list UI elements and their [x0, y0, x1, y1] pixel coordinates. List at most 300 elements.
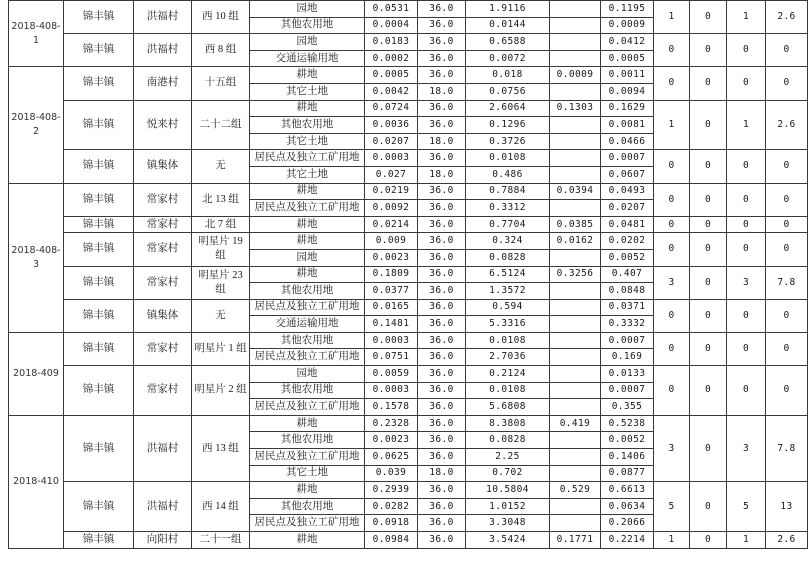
cell-amount: 1.3572 [466, 283, 550, 300]
cell-unit-price: 36.0 [418, 515, 466, 532]
cell-amount: 0.0108 [466, 332, 550, 349]
cell-tax: 0.3256 [550, 266, 601, 283]
cell-tax [550, 1, 601, 18]
cell-unit-price: 36.0 [418, 299, 466, 316]
cell-amount: 0.324 [466, 233, 550, 250]
cell-amount: 0.6588 [466, 34, 550, 51]
cell-tax [550, 117, 601, 134]
cell-households: 0 [654, 366, 690, 416]
cell-area: 0.2939 [365, 482, 418, 499]
cell-land-type: 园地 [250, 1, 365, 18]
cell-people: 1 [727, 532, 766, 549]
cell-group: 明星片 1 组 [192, 332, 250, 365]
cell-land-type: 耕地 [250, 266, 365, 283]
cell-unit-price: 18.0 [418, 465, 466, 482]
cell-households: 0 [654, 67, 690, 100]
table-row [9, 332, 808, 349]
cell-unit-price: 36.0 [418, 50, 466, 67]
table-row [9, 266, 808, 283]
cell-group: 西 8 组 [192, 34, 250, 67]
cell-fee: 0.0007 [601, 332, 654, 349]
cell-people: 0 [727, 150, 766, 183]
cell-tax [550, 34, 601, 51]
cell-land-type: 耕地 [250, 216, 365, 233]
cell-town: 锦丰镇 [64, 366, 134, 416]
cell-land-type: 耕地 [250, 183, 365, 200]
cell-village: 洪福村 [134, 34, 192, 67]
cell-amount: 2.6064 [466, 100, 550, 117]
cell-area: 0.0036 [365, 117, 418, 134]
cell-town: 锦丰镇 [64, 299, 134, 332]
cell-town: 锦丰镇 [64, 532, 134, 549]
cell-fee: 0.2214 [601, 532, 654, 549]
cell-group: 二十二组 [192, 100, 250, 150]
cell-c11: 0 [690, 1, 727, 34]
cell-amount: 0.7884 [466, 183, 550, 200]
cell-group: 明星片 19 组 [192, 233, 250, 266]
cell-tax [550, 399, 601, 416]
cell-area: 0.009 [365, 233, 418, 250]
cell-amount: 0.018 [466, 67, 550, 84]
cell-group: 十五组 [192, 67, 250, 100]
cell-households: 1 [654, 532, 690, 549]
cell-c13: 7.8 [766, 266, 808, 299]
cell-people: 0 [727, 34, 766, 67]
cell-fee: 0.0007 [601, 382, 654, 399]
cell-area: 0.2328 [365, 415, 418, 432]
cell-area: 0.0005 [365, 67, 418, 84]
cell-c13: 0 [766, 67, 808, 100]
cell-unit-price: 36.0 [418, 183, 466, 200]
cell-area: 0.1481 [365, 316, 418, 333]
cell-village: 洪福村 [134, 482, 192, 532]
cell-amount: 0.0108 [466, 382, 550, 399]
cell-tax [550, 316, 601, 333]
cell-amount: 5.3316 [466, 316, 550, 333]
cell-area: 0.0219 [365, 183, 418, 200]
cell-amount: 3.5424 [466, 532, 550, 549]
cell-unit-price: 36.0 [418, 150, 466, 167]
cell-tax [550, 349, 601, 366]
cell-c13: 0 [766, 216, 808, 233]
table-row [9, 183, 808, 200]
table-row [9, 34, 808, 51]
cell-amount: 10.5804 [466, 482, 550, 499]
cell-project-id: 2018-408-1 [9, 1, 64, 67]
cell-tax [550, 366, 601, 383]
cell-amount: 0.0108 [466, 150, 550, 167]
cell-amount: 0.702 [466, 465, 550, 482]
cell-amount: 0.594 [466, 299, 550, 316]
cell-area: 0.0984 [365, 532, 418, 549]
cell-amount: 2.7036 [466, 349, 550, 366]
cell-land-type: 其它土地 [250, 133, 365, 150]
cell-households: 3 [654, 266, 690, 299]
cell-people: 1 [727, 1, 766, 34]
cell-group: 西 14 组 [192, 482, 250, 532]
cell-tax: 0.529 [550, 482, 601, 499]
cell-town: 锦丰镇 [64, 482, 134, 532]
table-row [9, 67, 808, 84]
cell-area: 0.0003 [365, 382, 418, 399]
cell-town: 锦丰镇 [64, 1, 134, 34]
cell-unit-price: 36.0 [418, 415, 466, 432]
cell-c11: 0 [690, 67, 727, 100]
cell-amount: 0.7704 [466, 216, 550, 233]
cell-land-type: 其他农用地 [250, 382, 365, 399]
cell-amount: 0.486 [466, 166, 550, 183]
cell-tax [550, 150, 601, 167]
cell-fee: 0.169 [601, 349, 654, 366]
cell-fee: 0.1195 [601, 1, 654, 18]
table-row [9, 415, 808, 432]
cell-tax: 0.1303 [550, 100, 601, 117]
cell-village: 常家村 [134, 216, 192, 233]
cell-households: 1 [654, 100, 690, 150]
cell-group: 无 [192, 150, 250, 183]
cell-fee: 0.407 [601, 266, 654, 283]
cell-c11: 0 [690, 266, 727, 299]
cell-households: 0 [654, 150, 690, 183]
cell-land-type: 居民点及独立工矿用地 [250, 515, 365, 532]
cell-tax: 0.419 [550, 415, 601, 432]
cell-c11: 0 [690, 183, 727, 216]
cell-land-type: 居民点及独立工矿用地 [250, 200, 365, 217]
cell-amount: 0.0144 [466, 17, 550, 34]
cell-area: 0.0092 [365, 200, 418, 217]
cell-land-type: 居民点及独立工矿用地 [250, 150, 365, 167]
cell-fee: 0.0005 [601, 50, 654, 67]
cell-land-type: 居民点及独立工矿用地 [250, 449, 365, 466]
cell-land-type: 其他农用地 [250, 498, 365, 515]
cell-amount: 0.0072 [466, 50, 550, 67]
cell-fee: 0.0607 [601, 166, 654, 183]
cell-amount: 0.2124 [466, 366, 550, 383]
cell-c13: 0 [766, 150, 808, 183]
cell-amount: 8.3808 [466, 415, 550, 432]
cell-tax [550, 249, 601, 266]
cell-fee: 0.0202 [601, 233, 654, 250]
cell-unit-price: 36.0 [418, 432, 466, 449]
cell-unit-price: 36.0 [418, 249, 466, 266]
cell-fee: 0.0081 [601, 117, 654, 134]
cell-project-id: 2018-408-3 [9, 183, 64, 332]
cell-unit-price: 36.0 [418, 332, 466, 349]
cell-tax [550, 332, 601, 349]
cell-c13: 0 [766, 299, 808, 332]
table-row [9, 1, 808, 18]
cell-c11: 0 [690, 532, 727, 549]
cell-tax: 0.1771 [550, 532, 601, 549]
cell-c11: 0 [690, 150, 727, 183]
cell-unit-price: 36.0 [418, 316, 466, 333]
cell-land-type: 园地 [250, 366, 365, 383]
cell-land-type: 其他农用地 [250, 432, 365, 449]
cell-tax [550, 283, 601, 300]
cell-people: 0 [727, 299, 766, 332]
cell-unit-price: 36.0 [418, 449, 466, 466]
cell-area: 0.0751 [365, 349, 418, 366]
cell-area: 0.0531 [365, 1, 418, 18]
cell-land-type: 耕地 [250, 100, 365, 117]
land-compensation-sheet [8, 0, 796, 574]
cell-unit-price: 36.0 [418, 34, 466, 51]
cell-households: 0 [654, 183, 690, 216]
table-row [9, 482, 808, 499]
cell-land-type: 其他农用地 [250, 283, 365, 300]
land-table [8, 0, 808, 549]
cell-village: 常家村 [134, 366, 192, 416]
cell-c11: 0 [690, 100, 727, 150]
cell-c11: 0 [690, 415, 727, 481]
cell-fee: 0.0466 [601, 133, 654, 150]
cell-group: 明星片 2 组 [192, 366, 250, 416]
cell-unit-price: 36.0 [418, 266, 466, 283]
cell-c11: 0 [690, 332, 727, 365]
cell-unit-price: 36.0 [418, 100, 466, 117]
cell-c13: 2.6 [766, 532, 808, 549]
cell-town: 锦丰镇 [64, 233, 134, 266]
cell-area: 0.0023 [365, 432, 418, 449]
cell-fee: 0.0412 [601, 34, 654, 51]
cell-unit-price: 36.0 [418, 67, 466, 84]
cell-town: 锦丰镇 [64, 100, 134, 150]
cell-households: 0 [654, 299, 690, 332]
cell-people: 3 [727, 415, 766, 481]
cell-c13: 0 [766, 366, 808, 416]
cell-people: 0 [727, 332, 766, 365]
cell-fee: 0.0133 [601, 366, 654, 383]
cell-land-type: 交通运输用地 [250, 50, 365, 67]
cell-town: 锦丰镇 [64, 150, 134, 183]
cell-group: 无 [192, 299, 250, 332]
cell-fee: 0.0011 [601, 67, 654, 84]
cell-area: 0.0023 [365, 249, 418, 266]
cell-unit-price: 36.0 [418, 216, 466, 233]
cell-people: 0 [727, 366, 766, 416]
cell-fee: 0.0207 [601, 200, 654, 217]
cell-people: 0 [727, 216, 766, 233]
cell-fee: 0.0007 [601, 150, 654, 167]
cell-tax [550, 133, 601, 150]
cell-area: 0.0207 [365, 133, 418, 150]
cell-tax [550, 515, 601, 532]
cell-c13: 2.6 [766, 1, 808, 34]
cell-fee: 0.6613 [601, 482, 654, 499]
cell-group: 北 7 组 [192, 216, 250, 233]
cell-households: 0 [654, 233, 690, 266]
cell-land-type: 耕地 [250, 482, 365, 499]
cell-area: 0.0165 [365, 299, 418, 316]
cell-households: 3 [654, 415, 690, 481]
cell-town: 锦丰镇 [64, 332, 134, 365]
cell-amount: 0.1296 [466, 117, 550, 134]
cell-tax [550, 498, 601, 515]
cell-fee: 0.2066 [601, 515, 654, 532]
cell-tax: 0.0009 [550, 67, 601, 84]
cell-area: 0.0377 [365, 283, 418, 300]
cell-c11: 0 [690, 233, 727, 266]
cell-tax [550, 50, 601, 67]
cell-area: 0.0002 [365, 50, 418, 67]
table-row [9, 150, 808, 167]
cell-area: 0.0183 [365, 34, 418, 51]
cell-tax: 0.0394 [550, 183, 601, 200]
cell-land-type: 其它土地 [250, 83, 365, 100]
cell-people: 0 [727, 233, 766, 266]
cell-unit-price: 36.0 [418, 17, 466, 34]
cell-amount: 1.0152 [466, 498, 550, 515]
cell-amount: 0.3312 [466, 200, 550, 217]
cell-unit-price: 36.0 [418, 482, 466, 499]
cell-land-type: 其它土地 [250, 465, 365, 482]
cell-unit-price: 36.0 [418, 498, 466, 515]
cell-c11: 0 [690, 482, 727, 532]
cell-fee: 0.0052 [601, 432, 654, 449]
table-row [9, 532, 808, 549]
cell-area: 0.0918 [365, 515, 418, 532]
cell-unit-price: 36.0 [418, 349, 466, 366]
cell-land-type: 居民点及独立工矿用地 [250, 349, 365, 366]
cell-land-type: 其他农用地 [250, 332, 365, 349]
cell-amount: 0.0828 [466, 432, 550, 449]
cell-town: 锦丰镇 [64, 266, 134, 299]
cell-land-type: 其他农用地 [250, 117, 365, 134]
cell-fee: 0.0009 [601, 17, 654, 34]
cell-tax [550, 449, 601, 466]
cell-land-type: 耕地 [250, 67, 365, 84]
cell-area: 0.027 [365, 166, 418, 183]
cell-fee: 0.355 [601, 399, 654, 416]
cell-land-type: 居民点及独立工矿用地 [250, 399, 365, 416]
table-row [9, 216, 808, 233]
cell-fee: 0.0848 [601, 283, 654, 300]
cell-tax [550, 200, 601, 217]
cell-fee: 0.1629 [601, 100, 654, 117]
cell-town: 锦丰镇 [64, 34, 134, 67]
cell-area: 0.0042 [365, 83, 418, 100]
cell-amount: 3.3048 [466, 515, 550, 532]
cell-c11: 0 [690, 34, 727, 67]
cell-area: 0.1578 [365, 399, 418, 416]
cell-land-type: 耕地 [250, 233, 365, 250]
cell-area: 0.0003 [365, 150, 418, 167]
cell-village: 常家村 [134, 266, 192, 299]
cell-unit-price: 36.0 [418, 532, 466, 549]
cell-land-type: 其它土地 [250, 166, 365, 183]
cell-c13: 2.6 [766, 100, 808, 150]
cell-amount: 1.9116 [466, 1, 550, 18]
cell-land-type: 其他农用地 [250, 17, 365, 34]
cell-land-type: 耕地 [250, 415, 365, 432]
cell-households: 1 [654, 1, 690, 34]
cell-village: 常家村 [134, 183, 192, 216]
cell-tax: 0.0385 [550, 216, 601, 233]
cell-c13: 0 [766, 183, 808, 216]
cell-tax [550, 299, 601, 316]
cell-group: 二十一组 [192, 532, 250, 549]
cell-village: 常家村 [134, 233, 192, 266]
cell-people: 5 [727, 482, 766, 532]
cell-tax [550, 166, 601, 183]
cell-project-id: 2018-408-2 [9, 67, 64, 183]
cell-unit-price: 36.0 [418, 366, 466, 383]
cell-tax [550, 17, 601, 34]
cell-households: 0 [654, 332, 690, 365]
cell-households: 5 [654, 482, 690, 532]
cell-amount: 0.0828 [466, 249, 550, 266]
cell-area: 0.0724 [365, 100, 418, 117]
cell-unit-price: 36.0 [418, 399, 466, 416]
cell-fee: 0.0481 [601, 216, 654, 233]
cell-unit-price: 36.0 [418, 283, 466, 300]
cell-people: 0 [727, 183, 766, 216]
cell-village: 洪福村 [134, 415, 192, 481]
cell-land-type: 交通运输用地 [250, 316, 365, 333]
cell-area: 0.0059 [365, 366, 418, 383]
cell-project-id: 2018-410 [9, 415, 64, 548]
cell-tax [550, 382, 601, 399]
cell-unit-price: 36.0 [418, 117, 466, 134]
cell-c13: 0 [766, 332, 808, 365]
cell-amount: 5.6808 [466, 399, 550, 416]
cell-amount: 2.25 [466, 449, 550, 466]
cell-households: 0 [654, 34, 690, 67]
cell-land-type: 园地 [250, 34, 365, 51]
cell-village: 悦来村 [134, 100, 192, 150]
cell-area: 0.1809 [365, 266, 418, 283]
cell-tax [550, 465, 601, 482]
cell-village: 常家村 [134, 332, 192, 365]
cell-unit-price: 18.0 [418, 83, 466, 100]
table-row [9, 233, 808, 250]
cell-area: 0.039 [365, 465, 418, 482]
cell-amount: 6.5124 [466, 266, 550, 283]
cell-amount: 0.0756 [466, 83, 550, 100]
cell-group: 西 10 组 [192, 1, 250, 34]
cell-village: 镇集体 [134, 150, 192, 183]
cell-unit-price: 36.0 [418, 382, 466, 399]
cell-fee: 0.0371 [601, 299, 654, 316]
cell-project-id: 2018-409 [9, 332, 64, 415]
cell-area: 0.0003 [365, 332, 418, 349]
cell-group: 北 13 组 [192, 183, 250, 216]
table-row [9, 299, 808, 316]
cell-land-type: 耕地 [250, 532, 365, 549]
cell-c13: 0 [766, 34, 808, 67]
cell-c11: 0 [690, 366, 727, 416]
cell-land-type: 园地 [250, 249, 365, 266]
cell-tax: 0.0162 [550, 233, 601, 250]
cell-fee: 0.1406 [601, 449, 654, 466]
cell-village: 向阳村 [134, 532, 192, 549]
cell-village: 南港村 [134, 67, 192, 100]
cell-unit-price: 18.0 [418, 166, 466, 183]
cell-c13: 13 [766, 482, 808, 532]
cell-area: 0.0004 [365, 17, 418, 34]
cell-fee: 0.3332 [601, 316, 654, 333]
cell-unit-price: 18.0 [418, 133, 466, 150]
cell-fee: 0.0493 [601, 183, 654, 200]
cell-unit-price: 36.0 [418, 233, 466, 250]
cell-village: 洪福村 [134, 1, 192, 34]
cell-fee: 0.0094 [601, 83, 654, 100]
cell-town: 锦丰镇 [64, 183, 134, 216]
table-row [9, 366, 808, 383]
cell-town: 锦丰镇 [64, 67, 134, 100]
cell-village: 镇集体 [134, 299, 192, 332]
cell-fee: 0.0052 [601, 249, 654, 266]
